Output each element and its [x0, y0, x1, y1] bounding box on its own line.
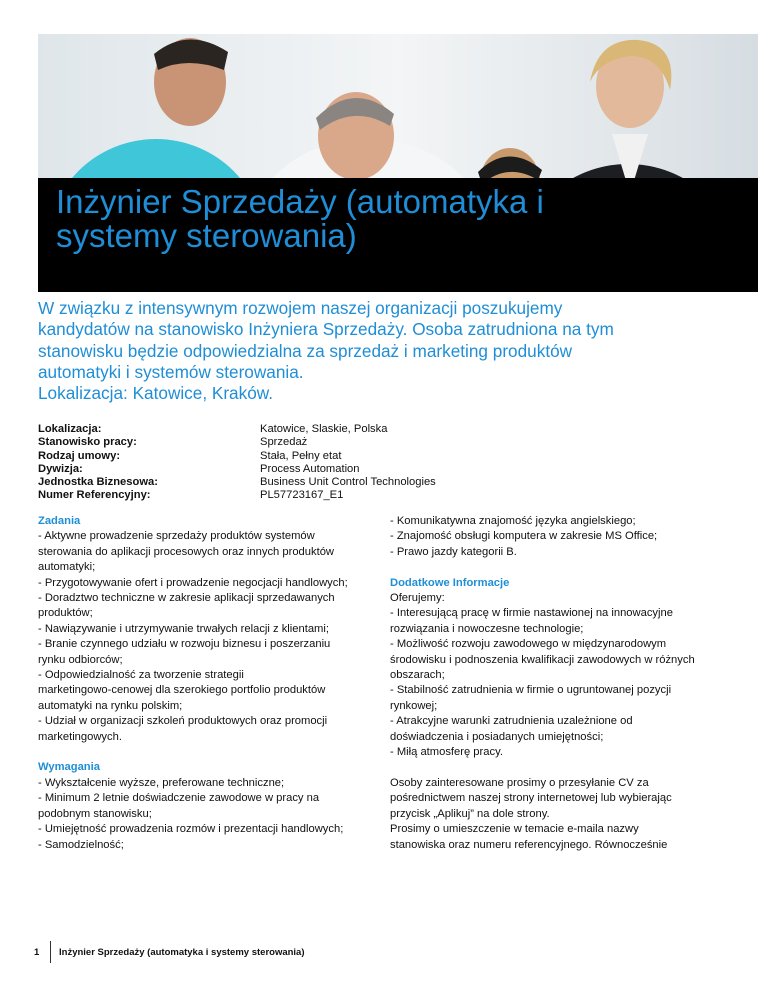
detail-row-division — [38, 463, 738, 476]
spacer — [390, 560, 730, 575]
right-column — [390, 514, 730, 853]
list-item: - Możliwość rozwoju zawodowego w międzynarodowym — [390, 638, 667, 651]
list-item: marketingowo-cenowej dla szerokiego portfolio produktów — [38, 684, 326, 697]
list-item: rynkowej; — [390, 699, 438, 712]
list-item: doświadczenia i posiadanych umiejętności; — [390, 730, 604, 743]
left-column — [38, 514, 383, 853]
detail-label: Stanowisko pracy: — [38, 436, 137, 449]
header-photo — [38, 34, 758, 292]
detail-value: Business Unit Control Technologies — [260, 476, 436, 489]
detail-label: Numer Referencyjny: — [38, 489, 151, 502]
list-item: produktów; — [38, 607, 93, 620]
list-item: Oferujemy: — [390, 592, 445, 605]
page-title — [56, 185, 676, 253]
spacer — [38, 745, 383, 760]
detail-label: Lokalizacja: — [38, 423, 102, 435]
list-item: - Udział w organizacji szkoleń produktowych oraz promocji — [38, 715, 328, 728]
paragraph-line: pośrednictwem naszej strony internetowej lub wybierając — [390, 792, 672, 805]
tasks-list — [38, 529, 383, 745]
list-item: - Prawo jazdy kategorii B. — [390, 545, 517, 558]
title-banner — [38, 178, 758, 292]
list-item: - Samodzielność; — [38, 838, 124, 851]
detail-label: Jednostka Biznesowa: — [38, 476, 158, 489]
list-item: środowisku i podnoszenia kwalifikacji zawodowych w różnych — [390, 653, 695, 666]
intro-line: stanowisku będzie odpowiedzialna za sprzedaż i marketing produktów — [38, 340, 573, 361]
page-number: 1 — [34, 946, 40, 958]
job-details-table — [38, 423, 738, 503]
list-item: - Nawiązywanie i utrzymywanie trwałych relacji z klientami; — [38, 622, 329, 635]
page-footer — [34, 942, 305, 962]
footer-title: Inżynier Sprzedaży (automatyka i systemy sterowania) — [59, 946, 305, 958]
detail-row-position — [38, 436, 738, 449]
intro-line-location: Lokalizacja: Katowice, Kraków. — [38, 383, 274, 404]
list-item: - Odpowiedzialność za tworzenie strategii — [38, 669, 244, 682]
requirements-list — [38, 776, 383, 853]
list-item: - Branie czynnego udziału w rozwoju biznesu i poszerzaniu — [38, 638, 331, 651]
list-item: - Znajomość obsługi komputera w zakresie MS Office; — [390, 530, 658, 543]
list-item: - Stabilność zatrudnienia w firmie o ugruntowanej pozycji — [390, 684, 672, 697]
detail-value: Katowice, Slaskie, Polska — [260, 423, 388, 435]
list-item: automatyki; — [38, 561, 96, 574]
detail-value: Stała, Pełny etat — [260, 449, 342, 462]
tasks-heading: Zadania — [38, 515, 81, 527]
list-item: - Aktywne prowadzenie sprzedaży produktów systemów — [38, 530, 315, 543]
list-item: marketingowych. — [38, 730, 122, 743]
list-item: rynku odbiorców; — [38, 653, 123, 666]
page-title-line-2: systemy sterowania) — [56, 217, 357, 254]
list-item: - Komunikatywna znajomość języka angielskiego; — [390, 515, 636, 527]
list-item: podobnym stanowisku; — [38, 807, 152, 820]
intro-paragraph — [38, 298, 678, 404]
spacer — [390, 760, 730, 775]
detail-label: Rodzaj umowy: — [38, 449, 121, 462]
intro-line: automatyki i systemów sterowania. — [38, 361, 304, 382]
detail-row-business-unit — [38, 476, 738, 489]
list-item: - Minimum 2 letnie doświadczenie zawodowe w pracy na — [38, 792, 320, 805]
detail-value: Sprzedaż — [260, 436, 308, 449]
list-item: - Wykształcenie wyższe, preferowane techniczne; — [38, 776, 285, 789]
additional-info-heading: Dodatkowe Informacje — [390, 576, 510, 589]
list-item: - Umiejętność prowadzenia rozmów i prezentacji handlowych; — [38, 823, 344, 836]
paragraph-line: przycisk „Aplikuj” na dole strony. — [390, 807, 550, 820]
list-item: rozwiązania i nowoczesne technologie; — [390, 622, 584, 635]
intro-line: W związku z intensywnym rozwojem naszej organizacji poszukujemy — [38, 298, 563, 318]
apply-instructions — [390, 776, 730, 853]
detail-row-contract — [38, 450, 738, 463]
detail-value: Process Automation — [260, 462, 360, 475]
intro-line: kandydatów na stanowisko Inżyniera Sprzedaży. Osoba zatrudniona na tym — [38, 319, 614, 340]
footer-divider — [50, 941, 51, 963]
offer-list — [390, 591, 730, 760]
list-item: - Przygotowywanie ofert i prowadzenie negocjacji handlowych; — [38, 576, 348, 589]
detail-row-reference — [38, 489, 738, 502]
list-item: sterowania do aplikacji procesowych oraz innych produktów — [38, 545, 334, 558]
detail-label: Dywizja: — [38, 462, 83, 475]
requirements-list-continued — [390, 514, 730, 560]
list-item: obszarach; — [390, 669, 445, 682]
list-item: automatyki na rynku polskim; — [38, 699, 183, 712]
list-item: - Atrakcyjne warunki zatrudnienia uzależnione od — [390, 715, 633, 728]
detail-row-location — [38, 423, 738, 436]
list-item: - Miłą atmosferę pracy. — [390, 746, 503, 759]
detail-value: PL57723167_E1 — [260, 489, 344, 502]
paragraph-line: Osoby zainteresowane prosimy o przesyłanie CV za — [390, 776, 649, 789]
list-item: - Doradztwo techniczne w zakresie aplikacji sprzedawanych — [38, 592, 335, 605]
page-title-line-1: Inżynier Sprzedaży (automatyka i — [56, 183, 544, 220]
paragraph-line: stanowiska oraz numeru referencyjnego. Równocześnie — [390, 838, 668, 851]
requirements-heading: Wymagania — [38, 761, 100, 774]
paragraph-line: Prosimy o umieszczenie w temacie e-maila nazwy — [390, 823, 639, 836]
list-item: - Interesującą pracę w firmie nastawionej na innowacyjne — [390, 607, 673, 620]
